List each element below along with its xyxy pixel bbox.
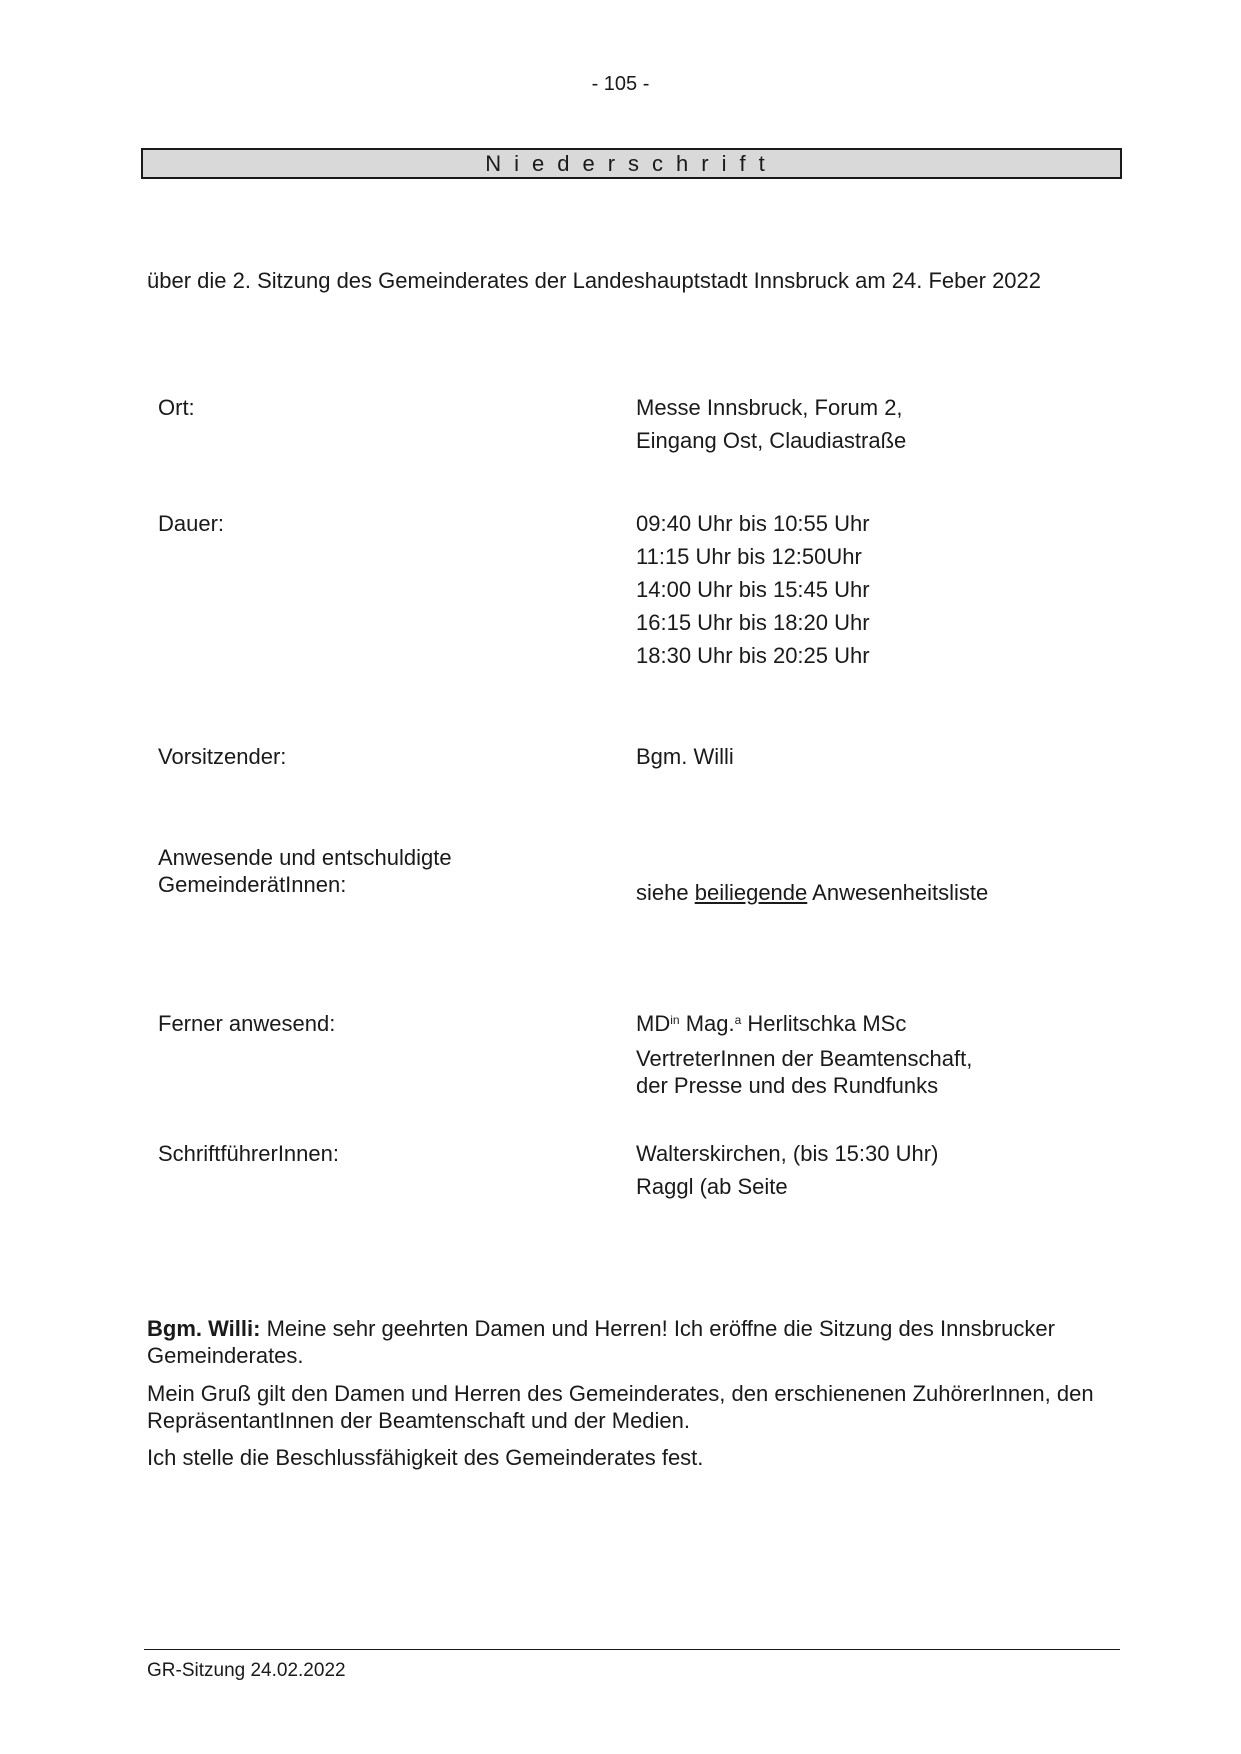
speaker-name: Bgm. Willi:: [147, 1316, 261, 1341]
anwesende-value: [636, 876, 988, 909]
ort-line: Eingang Ost, Claudiastraße: [636, 428, 907, 453]
speech-paragraph-2: Mein Gruß gilt den Damen und Herren des Gemeinderates, den erschienenen ZuhörerInnen, den RepräsentantInnen der Beamtenschaft und der Medien.: [147, 1381, 1094, 1433]
ort-line: Messe Innsbruck, Forum 2,: [636, 395, 903, 420]
page-number: - 105 -: [591, 73, 650, 95]
dauer-line: 14:00 Uhr bis 15:45 Uhr: [636, 577, 870, 602]
dauer-line: 11:15 Uhr bis 12:50Uhr: [636, 544, 862, 569]
schrift-label: SchriftführerInnen:: [158, 1141, 339, 1166]
ferner-mag: Mag.: [685, 1011, 735, 1036]
ferner-name: Herlitschka MSc: [747, 1011, 907, 1036]
ort-value: [636, 391, 906, 457]
anwesende-label: [158, 844, 452, 898]
ferner-md: MD: [636, 1011, 671, 1036]
schrift-line: Raggl (ab Seite: [636, 1174, 788, 1199]
speech-paragraph-1: [147, 1315, 1107, 1369]
dauer-line: 16:15 Uhr bis 18:20 Uhr: [636, 610, 870, 635]
anwesende-label-line: Anwesende und entschuldigte: [158, 845, 452, 870]
ferner-line: VertreterInnen der Beamtenschaft,: [636, 1046, 973, 1071]
ferner-line: der Presse und des Rundfunks: [636, 1073, 939, 1098]
ferner-lines: [636, 1045, 972, 1099]
footer-divider: [144, 1649, 1120, 1650]
anwesende-pre: siehe: [636, 880, 689, 905]
schrift-line: Walterskirchen, (bis 15:30 Uhr): [636, 1141, 939, 1166]
vorsitzender-value: Bgm. Willi: [636, 744, 734, 769]
document-title: Niederschrift: [141, 148, 1122, 179]
speech-text: Meine sehr geehrten Damen und Herren! Ich eröffne die Sitzung des Innsbrucker Gemeinderates.: [147, 1316, 1055, 1368]
ferner-mag-sup: a: [734, 1013, 742, 1027]
dauer-label: Dauer:: [158, 511, 225, 536]
vorsitzender-label: Vorsitzender:: [158, 744, 287, 769]
footer-text: GR-Sitzung 24.02.2022: [147, 1660, 346, 1681]
anwesende-underlined-word: beiliegende: [694, 880, 808, 905]
schrift-value: [636, 1137, 938, 1203]
ferner-line-1: [636, 1007, 906, 1040]
speech-paragraph-3: Ich stelle die Beschlussfähigkeit des Gemeinderates fest.: [147, 1445, 704, 1470]
anwesende-post: Anwesenheitsliste: [812, 880, 989, 905]
ferner-md-sup: in: [670, 1013, 680, 1027]
ort-label: Ort:: [158, 395, 195, 420]
intro-line: über die 2. Sitzung des Gemeinderates der Landeshauptstadt Innsbruck am 24. Feber 2022: [147, 268, 1042, 293]
dauer-value: [636, 507, 870, 672]
dauer-line: 18:30 Uhr bis 20:25 Uhr: [636, 643, 870, 668]
ferner-label: Ferner anwesend:: [158, 1011, 336, 1036]
dauer-line: 09:40 Uhr bis 10:55 Uhr: [636, 511, 870, 536]
anwesende-label-line: GemeinderätInnen:: [158, 872, 347, 897]
